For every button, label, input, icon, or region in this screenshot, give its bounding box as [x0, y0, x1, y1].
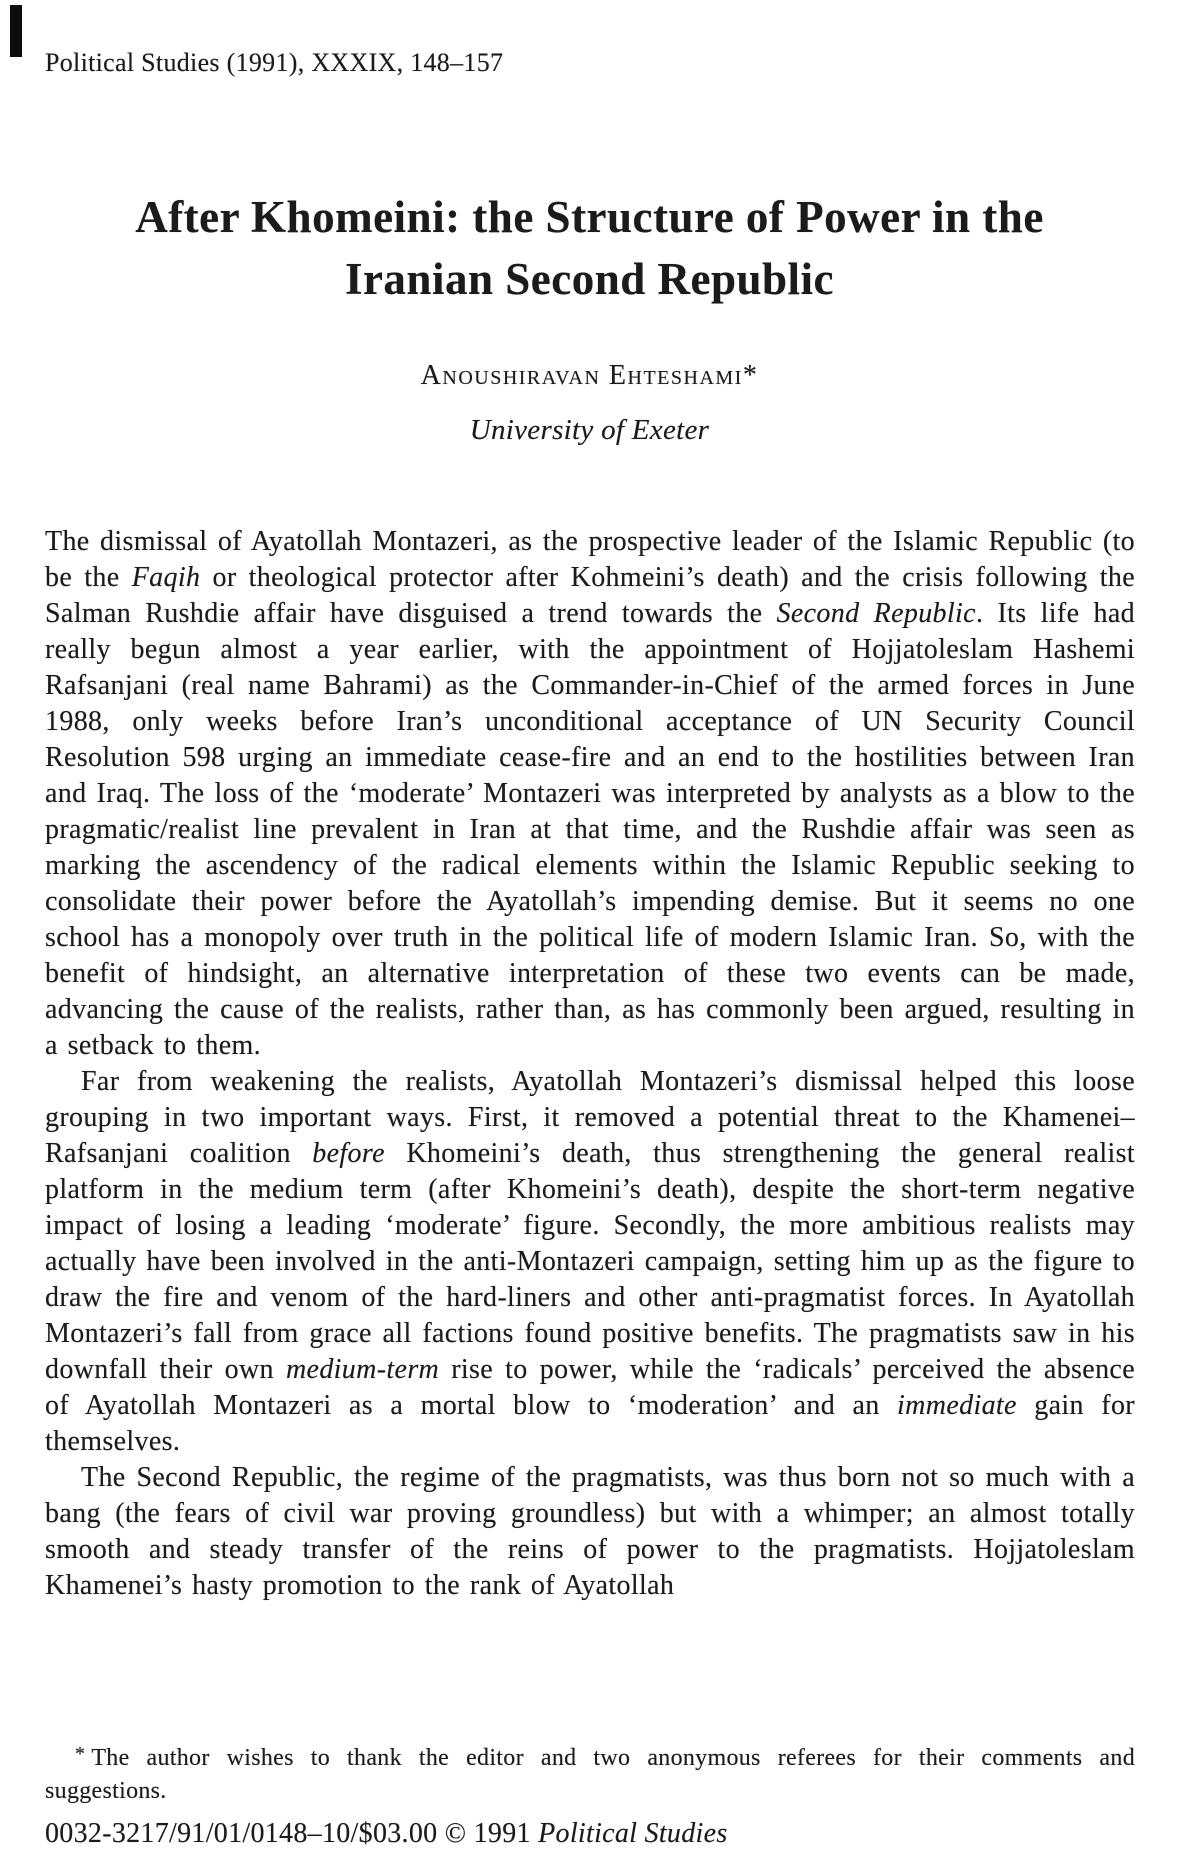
copyright-line: 0032-3217/91/01/0148–10/$03.00 © 1991 Political Studies [45, 1818, 728, 1849]
article-title: After Khomeini: the Structure of Power in the Iranian Second Republic [135, 192, 1044, 304]
paragraph-2: Far from weakening the realists, Ayatollah Montazeri’s dismissal helped this loose grouping in two important ways. First, it removed a potential threat to the Khamenei–Rafsanjani coalition before Khomeini’s death, thus strengthening the general realist platform in the medium term (after Khomeini’s death), despite the short-term negative impact of losing a leading ‘moderate’ figure. Secondly, the more ambitious realists may actually have been involved in the anti-Montazeri campaign, setting him up as the figure to draw the fire and venom of the hard-liners and other anti-pragmatist forces. In Ayatollah Montazeri’s fall from grace all factions found positive benefits. The pragmatists saw in his downfall their own medium-term rise to power, while the ‘radicals’ perceived the absence of Ayatollah Montazeri as a mortal blow to ‘moderation’ and an immediate gain for themselves. [45, 1066, 1135, 1457]
footnote-marker: * [75, 1743, 86, 1765]
paragraph-1: The dismissal of Ayatollah Montazeri, as the prospective leader of the Islamic Republic (to be the Faqih or theological protector after Kohmeini’s death) and the crisis following the Salman Rushdie affair have disguised a trend towards the Second Republic. Its life had really begun almost a year earlier, with the appointment of Hojjatoleslam Hashemi Rafsanjani (real name Bahrami) as the Commander-in-Chief of the armed forces in June 1988, only weeks before Iran’s unconditional acceptance of UN Security Council Resolution 598 urging an immediate cease-fire and an end to the hostilities between Iran and Iraq. The loss of the ‘moderate’ Montazeri was interpreted by analysts as a blow to the pragmatic/realist line prevalent in Iran at that time, and the Rushdie affair was seen as marking the ascendency of the radical elements within the Islamic Republic seeking to consolidate their power before the Ayatollah’s impending demise. But it seems no one school has a monopoly over truth in the political life of modern Islamic Iran. So, with the benefit of hindsight, an alternative interpretation of these two events can be made, advancing the cause of the realists, rather than, as has commonly been argued, resulting in a setback to them. [45, 526, 1136, 1061]
footnote [45, 1738, 1135, 1808]
author-affiliation: University of Exeter [469, 414, 710, 446]
journal-header: Political Studies (1991), XXXIX, 148–157 [45, 48, 504, 77]
article-body [45, 524, 1135, 1604]
scan-artifact-mark [10, 5, 22, 57]
paragraph-3: The Second Republic, the regime of the pragmatists, was thus born not so much with a bang (the fears of civil war proving groundless) but with a whimper; an almost totally smooth and steady transfer of the reins of power to the pragmatists. Hojjatoleslam Khamenei’s hasty promotion to the rank of Ayatollah [45, 1462, 1135, 1601]
author-name: Anoushiravan Ehteshami* [420, 360, 759, 391]
footnote-text: The author wishes to thank the editor and two anonymous referees for their comments and suggestions. [45, 1745, 1135, 1804]
